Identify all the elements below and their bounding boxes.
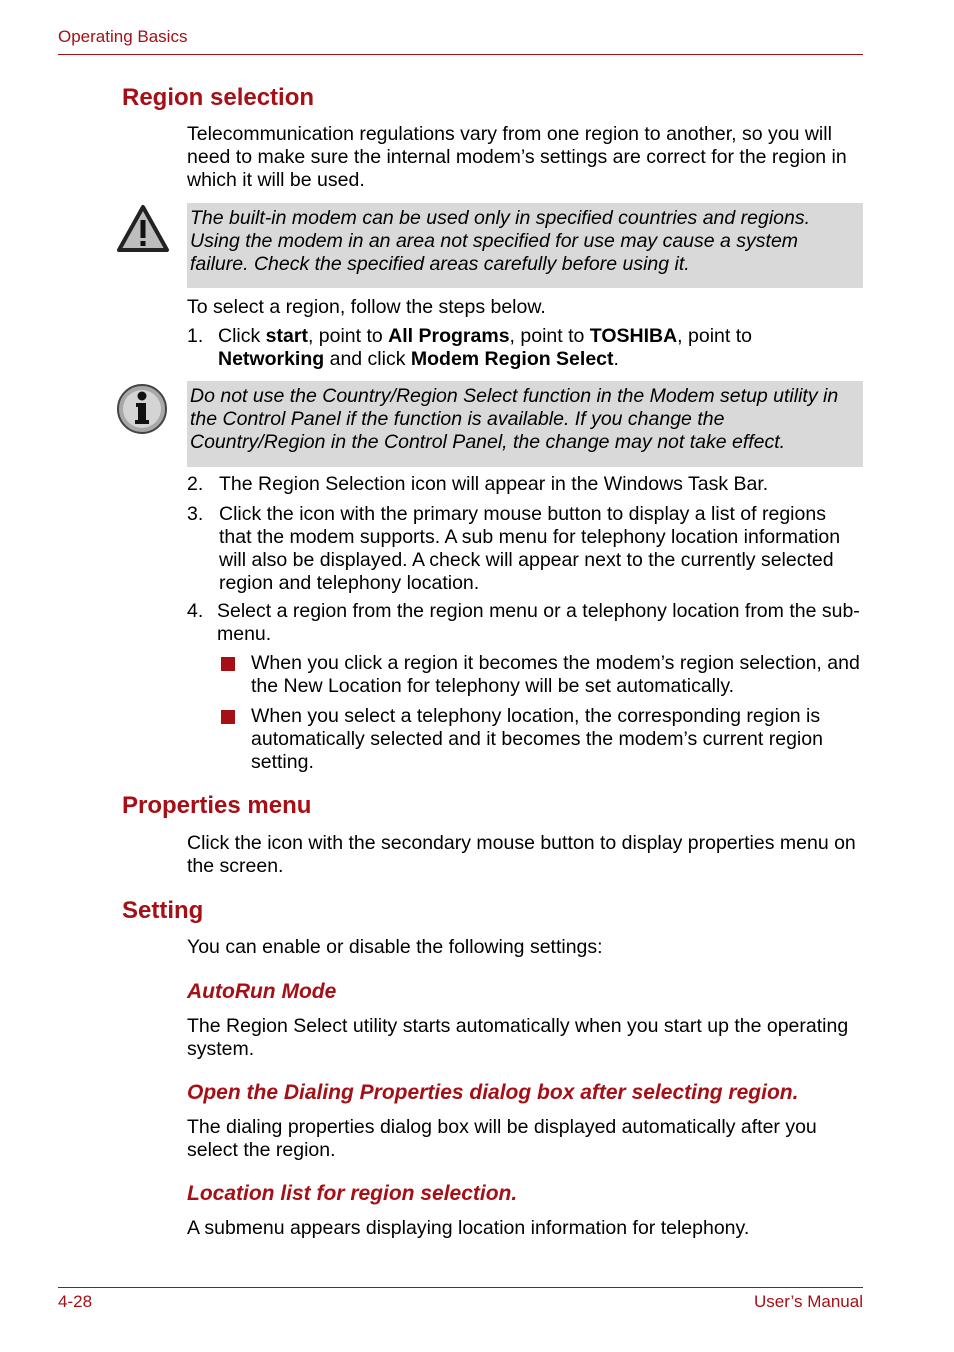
location-text: A submenu appears displaying location information for telephony. bbox=[187, 1217, 750, 1239]
bullet-1-text: When you click a region it becomes the modem’s region selection, and the New Location for telephony will be set automatically. bbox=[251, 652, 860, 697]
caution-note: The built-in modem can be used only in specified countries and regions. Using the modem in an area not specified for use may cause a system failure. Check the specified areas carefully before using it. bbox=[187, 203, 863, 288]
heading-location-list: Location list for region selection. bbox=[187, 1182, 518, 1205]
step-4-number: 4. bbox=[187, 600, 204, 622]
step-4-text: Select a region from the region menu or a telephony location from the sub-menu. bbox=[217, 600, 860, 645]
info-icon bbox=[114, 381, 170, 442]
dialing-text: The dialing properties dialog box will be displayed automatically after you select the region. bbox=[187, 1116, 817, 1161]
step-2-number: 2. bbox=[187, 473, 204, 495]
step-3-number: 3. bbox=[187, 503, 204, 525]
header-rule bbox=[58, 54, 863, 55]
heading-setting: Setting bbox=[122, 897, 204, 924]
step-1-text: Click start, point to All Programs, point to TOSHIBA, point to Networking and click Modem Region Select. bbox=[218, 325, 752, 370]
heading-region-selection: Region selection bbox=[122, 84, 315, 111]
page-number: 4-28 bbox=[58, 1292, 93, 1311]
steps-intro: To select a region, follow the steps below. bbox=[187, 296, 546, 318]
bullet-square-icon bbox=[221, 657, 235, 671]
footer-manual-title: User’s Manual bbox=[754, 1292, 863, 1311]
bullet-square-icon bbox=[221, 710, 235, 724]
bullet-2-text: When you select a telephony location, the corresponding region is automatically selected and it becomes the modem’s current region setting. bbox=[251, 705, 823, 773]
properties-text: Click the icon with the secondary mouse button to display properties menu on the screen. bbox=[187, 832, 856, 877]
info-note: Do not use the Country/Region Select function in the Modem setup utility in the Control Panel if the function is available. If you change the Country/Region in the Control Panel, the change may not take effect. bbox=[187, 381, 863, 467]
region-intro: Telecommunication regulations vary from one region to another, so you will need to make sure the internal modem’s settings are correct for the region in which it will be used. bbox=[187, 123, 847, 191]
footer-rule bbox=[58, 1287, 863, 1288]
heading-dialing-properties: Open the Dialing Properties dialog box after selecting region. bbox=[187, 1081, 799, 1104]
step-1-number: 1. bbox=[187, 325, 204, 347]
step-3-text: Click the icon with the primary mouse button to display a list of regions that the modem supports. A sub menu for telephony location information will also be displayed. A check will appear next to the currently selected region and telephony location. bbox=[219, 503, 841, 594]
running-header: Operating Basics bbox=[58, 27, 188, 46]
step-2-text: The Region Selection icon will appear in the Windows Task Bar. bbox=[219, 473, 769, 495]
heading-autorun-mode: AutoRun Mode bbox=[187, 980, 337, 1003]
autorun-text: The Region Select utility starts automatically when you start up the operating system. bbox=[187, 1015, 849, 1060]
warning-triangle-icon bbox=[116, 203, 170, 260]
setting-intro: You can enable or disable the following settings: bbox=[187, 936, 603, 958]
heading-properties-menu: Properties menu bbox=[122, 792, 312, 819]
